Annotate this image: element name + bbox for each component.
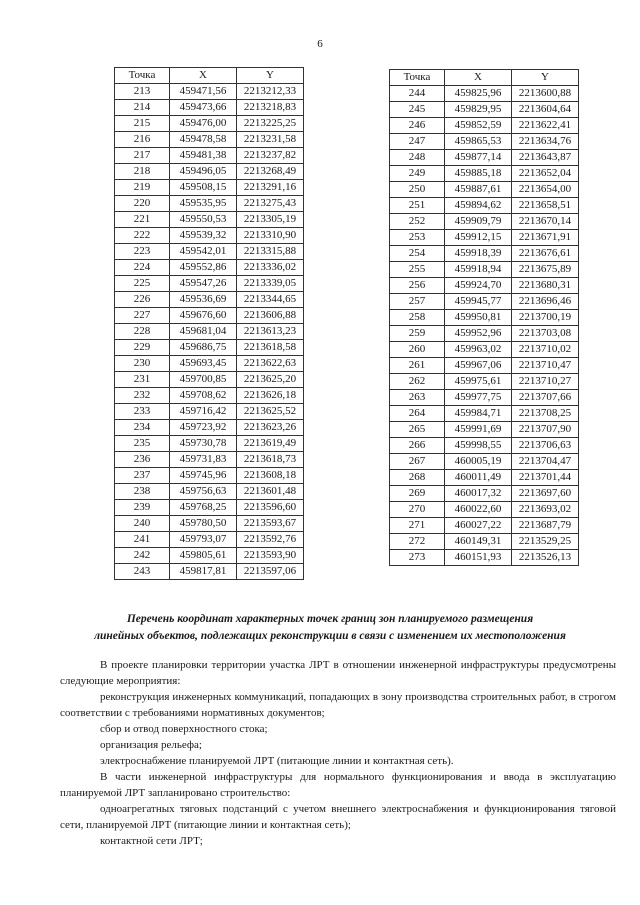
cell-x: 459681,04 xyxy=(170,324,237,340)
cell-point: 255 xyxy=(390,262,445,278)
cell-x: 459745,96 xyxy=(170,468,237,484)
cell-point: 249 xyxy=(390,166,445,182)
table-row xyxy=(115,324,304,340)
cell-point: 264 xyxy=(390,406,445,422)
cell-y: 2213697,60 xyxy=(512,486,579,502)
cell-y: 2213268,49 xyxy=(237,164,304,180)
header-point: Точка xyxy=(115,68,170,84)
cell-point: 223 xyxy=(115,244,170,260)
cell-point: 271 xyxy=(390,518,445,534)
cell-point: 232 xyxy=(115,388,170,404)
table-row xyxy=(115,308,304,324)
table-row xyxy=(390,390,579,406)
cell-point: 217 xyxy=(115,148,170,164)
table-row xyxy=(115,484,304,500)
heading-line-1: Перечень координат характерных точек границ зон планируемого размещения xyxy=(126,613,534,625)
header-y: Y xyxy=(237,68,304,84)
cell-point: 240 xyxy=(115,516,170,532)
cell-x: 459975,61 xyxy=(445,374,512,390)
cell-x: 459536,69 xyxy=(170,292,237,308)
cell-x: 459539,32 xyxy=(170,228,237,244)
cell-point: 222 xyxy=(115,228,170,244)
cell-point: 260 xyxy=(390,342,445,358)
cell-point: 242 xyxy=(115,548,170,564)
cell-point: 228 xyxy=(115,324,170,340)
cell-y: 2213601,48 xyxy=(237,484,304,500)
cell-x: 459535,95 xyxy=(170,196,237,212)
table-row xyxy=(115,532,304,548)
paragraph: контактной сети ЛРТ; xyxy=(100,835,203,847)
cell-x: 459912,15 xyxy=(445,230,512,246)
table-row xyxy=(390,326,579,342)
paragraph: В части инженерной инфраструктуры для нормального функционирования и ввода в эксплуатацию планируемой ЛРТ запланировано строительство: xyxy=(60,771,616,799)
table-row xyxy=(390,342,579,358)
cell-x: 460149,31 xyxy=(445,534,512,550)
cell-x: 460027,22 xyxy=(445,518,512,534)
cell-x: 459998,55 xyxy=(445,438,512,454)
cell-x: 459550,53 xyxy=(170,212,237,228)
table-row xyxy=(115,388,304,404)
cell-y: 2213305,19 xyxy=(237,212,304,228)
header-y: Y xyxy=(512,70,579,86)
table-row xyxy=(390,262,579,278)
table-row xyxy=(115,436,304,452)
cell-point: 265 xyxy=(390,422,445,438)
cell-y: 2213310,90 xyxy=(237,228,304,244)
cell-y: 2213658,51 xyxy=(512,198,579,214)
cell-x: 459780,50 xyxy=(170,516,237,532)
table-row xyxy=(390,198,579,214)
cell-point: 256 xyxy=(390,278,445,294)
cell-point: 261 xyxy=(390,358,445,374)
cell-point: 238 xyxy=(115,484,170,500)
cell-y: 2213618,73 xyxy=(237,452,304,468)
cell-y: 2213237,82 xyxy=(237,148,304,164)
cell-y: 2213339,05 xyxy=(237,276,304,292)
cell-x: 460005,19 xyxy=(445,454,512,470)
table-row xyxy=(115,468,304,484)
cell-y: 2213643,87 xyxy=(512,150,579,166)
cell-x: 459909,79 xyxy=(445,214,512,230)
cell-x: 459963,02 xyxy=(445,342,512,358)
cell-point: 266 xyxy=(390,438,445,454)
cell-point: 231 xyxy=(115,372,170,388)
cell-point: 215 xyxy=(115,116,170,132)
cell-x: 459731,83 xyxy=(170,452,237,468)
paragraph: электроснабжение планируемой ЛРТ (питающие линии и контактная сеть). xyxy=(100,755,454,767)
cell-point: 251 xyxy=(390,198,445,214)
cell-point: 229 xyxy=(115,340,170,356)
cell-y: 2213529,25 xyxy=(512,534,579,550)
cell-point: 247 xyxy=(390,134,445,150)
table-row xyxy=(390,550,579,566)
cell-point: 270 xyxy=(390,502,445,518)
cell-point: 244 xyxy=(390,86,445,102)
cell-y: 2213606,88 xyxy=(237,308,304,324)
cell-y: 2213596,60 xyxy=(237,500,304,516)
table-row xyxy=(115,404,304,420)
table-row xyxy=(390,470,579,486)
cell-y: 2213700,19 xyxy=(512,310,579,326)
cell-x: 459950,81 xyxy=(445,310,512,326)
cell-y: 2213693,02 xyxy=(512,502,579,518)
table-row xyxy=(390,150,579,166)
cell-y: 2213225,25 xyxy=(237,116,304,132)
cell-x: 459984,71 xyxy=(445,406,512,422)
cell-x: 459478,58 xyxy=(170,132,237,148)
cell-y: 2213218,83 xyxy=(237,100,304,116)
cell-x: 459977,75 xyxy=(445,390,512,406)
table-row xyxy=(390,134,579,150)
table-row xyxy=(115,100,304,116)
cell-y: 2213634,76 xyxy=(512,134,579,150)
cell-point: 273 xyxy=(390,550,445,566)
cell-x: 460017,32 xyxy=(445,486,512,502)
table-row xyxy=(115,116,304,132)
cell-x: 459473,66 xyxy=(170,100,237,116)
cell-y: 2213670,14 xyxy=(512,214,579,230)
table-row xyxy=(115,260,304,276)
cell-y: 2213593,67 xyxy=(237,516,304,532)
cell-point: 262 xyxy=(390,374,445,390)
cell-x: 459542,01 xyxy=(170,244,237,260)
cell-point: 225 xyxy=(115,276,170,292)
cell-point: 218 xyxy=(115,164,170,180)
cell-y: 2213604,64 xyxy=(512,102,579,118)
cell-x: 459723,92 xyxy=(170,420,237,436)
cell-y: 2213704,47 xyxy=(512,454,579,470)
section-heading xyxy=(60,611,600,645)
cell-y: 2213671,91 xyxy=(512,230,579,246)
header-x: X xyxy=(170,68,237,84)
cell-point: 246 xyxy=(390,118,445,134)
cell-point: 245 xyxy=(390,102,445,118)
cell-y: 2213623,26 xyxy=(237,420,304,436)
cell-x: 459865,53 xyxy=(445,134,512,150)
table-row xyxy=(390,534,579,550)
table-row xyxy=(390,374,579,390)
cell-y: 2213680,31 xyxy=(512,278,579,294)
cell-x: 459768,25 xyxy=(170,500,237,516)
cell-y: 2213336,02 xyxy=(237,260,304,276)
cell-x: 459693,45 xyxy=(170,356,237,372)
cell-point: 257 xyxy=(390,294,445,310)
table-row xyxy=(115,132,304,148)
cell-point: 254 xyxy=(390,246,445,262)
table-row xyxy=(115,196,304,212)
cell-point: 214 xyxy=(115,100,170,116)
table-row xyxy=(115,356,304,372)
cell-y: 2213592,76 xyxy=(237,532,304,548)
cell-x: 459552,86 xyxy=(170,260,237,276)
cell-point: 258 xyxy=(390,310,445,326)
cell-y: 2213626,18 xyxy=(237,388,304,404)
cell-point: 252 xyxy=(390,214,445,230)
table-row xyxy=(115,292,304,308)
table-header-row xyxy=(390,70,579,86)
table-row xyxy=(115,180,304,196)
cell-y: 2213231,58 xyxy=(237,132,304,148)
cell-y: 2213275,43 xyxy=(237,196,304,212)
cell-y: 2213654,00 xyxy=(512,182,579,198)
cell-point: 234 xyxy=(115,420,170,436)
cell-x: 459805,61 xyxy=(170,548,237,564)
table-row xyxy=(115,500,304,516)
table-row xyxy=(390,182,579,198)
cell-point: 239 xyxy=(115,500,170,516)
table-row xyxy=(390,102,579,118)
table-row xyxy=(115,148,304,164)
cell-point: 248 xyxy=(390,150,445,166)
cell-point: 267 xyxy=(390,454,445,470)
header-point: Точка xyxy=(390,70,445,86)
cell-y: 2213212,33 xyxy=(237,84,304,100)
body-text xyxy=(60,657,616,849)
cell-y: 2213608,18 xyxy=(237,468,304,484)
table-row xyxy=(115,84,304,100)
paragraph: организация рельефа; xyxy=(100,739,202,751)
cell-x: 459716,42 xyxy=(170,404,237,420)
cell-x: 459918,39 xyxy=(445,246,512,262)
header-x: X xyxy=(445,70,512,86)
table-row xyxy=(390,406,579,422)
cell-y: 2213687,79 xyxy=(512,518,579,534)
cell-point: 220 xyxy=(115,196,170,212)
table-row xyxy=(390,486,579,502)
cell-x: 459547,26 xyxy=(170,276,237,292)
cell-x: 459952,96 xyxy=(445,326,512,342)
table-row xyxy=(390,422,579,438)
cell-x: 459894,62 xyxy=(445,198,512,214)
cell-y: 2213710,02 xyxy=(512,342,579,358)
cell-point: 272 xyxy=(390,534,445,550)
cell-x: 459829,95 xyxy=(445,102,512,118)
table-row xyxy=(390,118,579,134)
cell-y: 2213710,27 xyxy=(512,374,579,390)
cell-y: 2213291,16 xyxy=(237,180,304,196)
cell-y: 2213625,20 xyxy=(237,372,304,388)
cell-point: 259 xyxy=(390,326,445,342)
coordinates-table-right xyxy=(389,69,579,566)
cell-y: 2213706,63 xyxy=(512,438,579,454)
cell-x: 460151,93 xyxy=(445,550,512,566)
paragraph: реконструкция инженерных коммуникаций, попадающих в зону производства строительных работ, в строгом соответствии с требованиями нормативных документов; xyxy=(60,691,616,719)
table-row xyxy=(115,228,304,244)
cell-y: 2213701,44 xyxy=(512,470,579,486)
table-row xyxy=(115,516,304,532)
cell-x: 459817,81 xyxy=(170,564,237,580)
cell-point: 241 xyxy=(115,532,170,548)
coordinates-table-left xyxy=(114,67,304,580)
cell-point: 227 xyxy=(115,308,170,324)
cell-y: 2213618,58 xyxy=(237,340,304,356)
table-row xyxy=(390,502,579,518)
cell-y: 2213344,65 xyxy=(237,292,304,308)
cell-y: 2213619,49 xyxy=(237,436,304,452)
table-row xyxy=(390,294,579,310)
table-row xyxy=(390,454,579,470)
cell-x: 459887,61 xyxy=(445,182,512,198)
cell-y: 2213708,25 xyxy=(512,406,579,422)
cell-point: 219 xyxy=(115,180,170,196)
table-row xyxy=(115,244,304,260)
table-header-row xyxy=(115,68,304,84)
cell-point: 236 xyxy=(115,452,170,468)
table-row xyxy=(115,452,304,468)
table-row xyxy=(115,372,304,388)
cell-y: 2213613,23 xyxy=(237,324,304,340)
cell-y: 2213707,66 xyxy=(512,390,579,406)
table-row xyxy=(115,164,304,180)
cell-point: 235 xyxy=(115,436,170,452)
paragraph: одноагрегатных тяговых подстанций с учетом внешнего электроснабжения и функционирования тяговой сети, планируемой ЛРТ (питающие линии и контактная сеть); xyxy=(60,803,616,831)
cell-point: 216 xyxy=(115,132,170,148)
cell-point: 269 xyxy=(390,486,445,502)
cell-y: 2213526,13 xyxy=(512,550,579,566)
table-row xyxy=(390,166,579,182)
cell-point: 253 xyxy=(390,230,445,246)
table-row xyxy=(390,86,579,102)
table-row xyxy=(115,276,304,292)
cell-x: 459471,56 xyxy=(170,84,237,100)
table-row xyxy=(390,438,579,454)
cell-x: 459852,59 xyxy=(445,118,512,134)
cell-point: 263 xyxy=(390,390,445,406)
cell-y: 2213696,46 xyxy=(512,294,579,310)
cell-x: 460011,49 xyxy=(445,470,512,486)
cell-point: 213 xyxy=(115,84,170,100)
table-row xyxy=(390,310,579,326)
page-number: 6 xyxy=(317,38,323,50)
cell-x: 459918,94 xyxy=(445,262,512,278)
cell-x: 459924,70 xyxy=(445,278,512,294)
cell-x: 459885,18 xyxy=(445,166,512,182)
table-row xyxy=(115,564,304,580)
cell-point: 226 xyxy=(115,292,170,308)
cell-point: 250 xyxy=(390,182,445,198)
cell-y: 2213707,90 xyxy=(512,422,579,438)
cell-x: 459481,38 xyxy=(170,148,237,164)
cell-x: 459991,69 xyxy=(445,422,512,438)
cell-x: 459476,00 xyxy=(170,116,237,132)
cell-x: 459825,96 xyxy=(445,86,512,102)
cell-point: 230 xyxy=(115,356,170,372)
cell-x: 459708,62 xyxy=(170,388,237,404)
paragraph: сбор и отвод поверхностного стока; xyxy=(100,723,268,735)
cell-x: 459686,75 xyxy=(170,340,237,356)
table-row xyxy=(390,278,579,294)
cell-x: 459945,77 xyxy=(445,294,512,310)
cell-y: 2213622,41 xyxy=(512,118,579,134)
cell-y: 2213676,61 xyxy=(512,246,579,262)
table-row xyxy=(390,358,579,374)
cell-x: 460022,60 xyxy=(445,502,512,518)
cell-y: 2213600,88 xyxy=(512,86,579,102)
cell-x: 459700,85 xyxy=(170,372,237,388)
cell-y: 2213675,89 xyxy=(512,262,579,278)
cell-point: 224 xyxy=(115,260,170,276)
cell-y: 2213625,52 xyxy=(237,404,304,420)
cell-y: 2213597,06 xyxy=(237,564,304,580)
cell-x: 459877,14 xyxy=(445,150,512,166)
cell-point: 243 xyxy=(115,564,170,580)
table-row xyxy=(115,420,304,436)
cell-point: 221 xyxy=(115,212,170,228)
cell-y: 2213710,47 xyxy=(512,358,579,374)
cell-x: 459508,15 xyxy=(170,180,237,196)
table-row xyxy=(390,214,579,230)
table-row xyxy=(115,212,304,228)
cell-y: 2213652,04 xyxy=(512,166,579,182)
table-row xyxy=(390,246,579,262)
cell-x: 459496,05 xyxy=(170,164,237,180)
heading-line-2: линейных объектов, подлежащих реконструкции в связи с изменением их местоположения xyxy=(94,630,566,642)
cell-x: 459730,78 xyxy=(170,436,237,452)
cell-y: 2213315,88 xyxy=(237,244,304,260)
cell-x: 459793,07 xyxy=(170,532,237,548)
table-row xyxy=(390,518,579,534)
cell-x: 459676,60 xyxy=(170,308,237,324)
cell-point: 233 xyxy=(115,404,170,420)
cell-y: 2213593,90 xyxy=(237,548,304,564)
cell-point: 237 xyxy=(115,468,170,484)
paragraph: В проекте планировки территории участка ЛРТ в отношении инженерной инфраструктуры предусмотрены следующие мероприятия: xyxy=(60,659,616,687)
cell-x: 459756,63 xyxy=(170,484,237,500)
cell-y: 2213703,08 xyxy=(512,326,579,342)
cell-point: 268 xyxy=(390,470,445,486)
table-row xyxy=(115,548,304,564)
table-row xyxy=(115,340,304,356)
cell-x: 459967,06 xyxy=(445,358,512,374)
cell-y: 2213622,63 xyxy=(237,356,304,372)
table-row xyxy=(390,230,579,246)
